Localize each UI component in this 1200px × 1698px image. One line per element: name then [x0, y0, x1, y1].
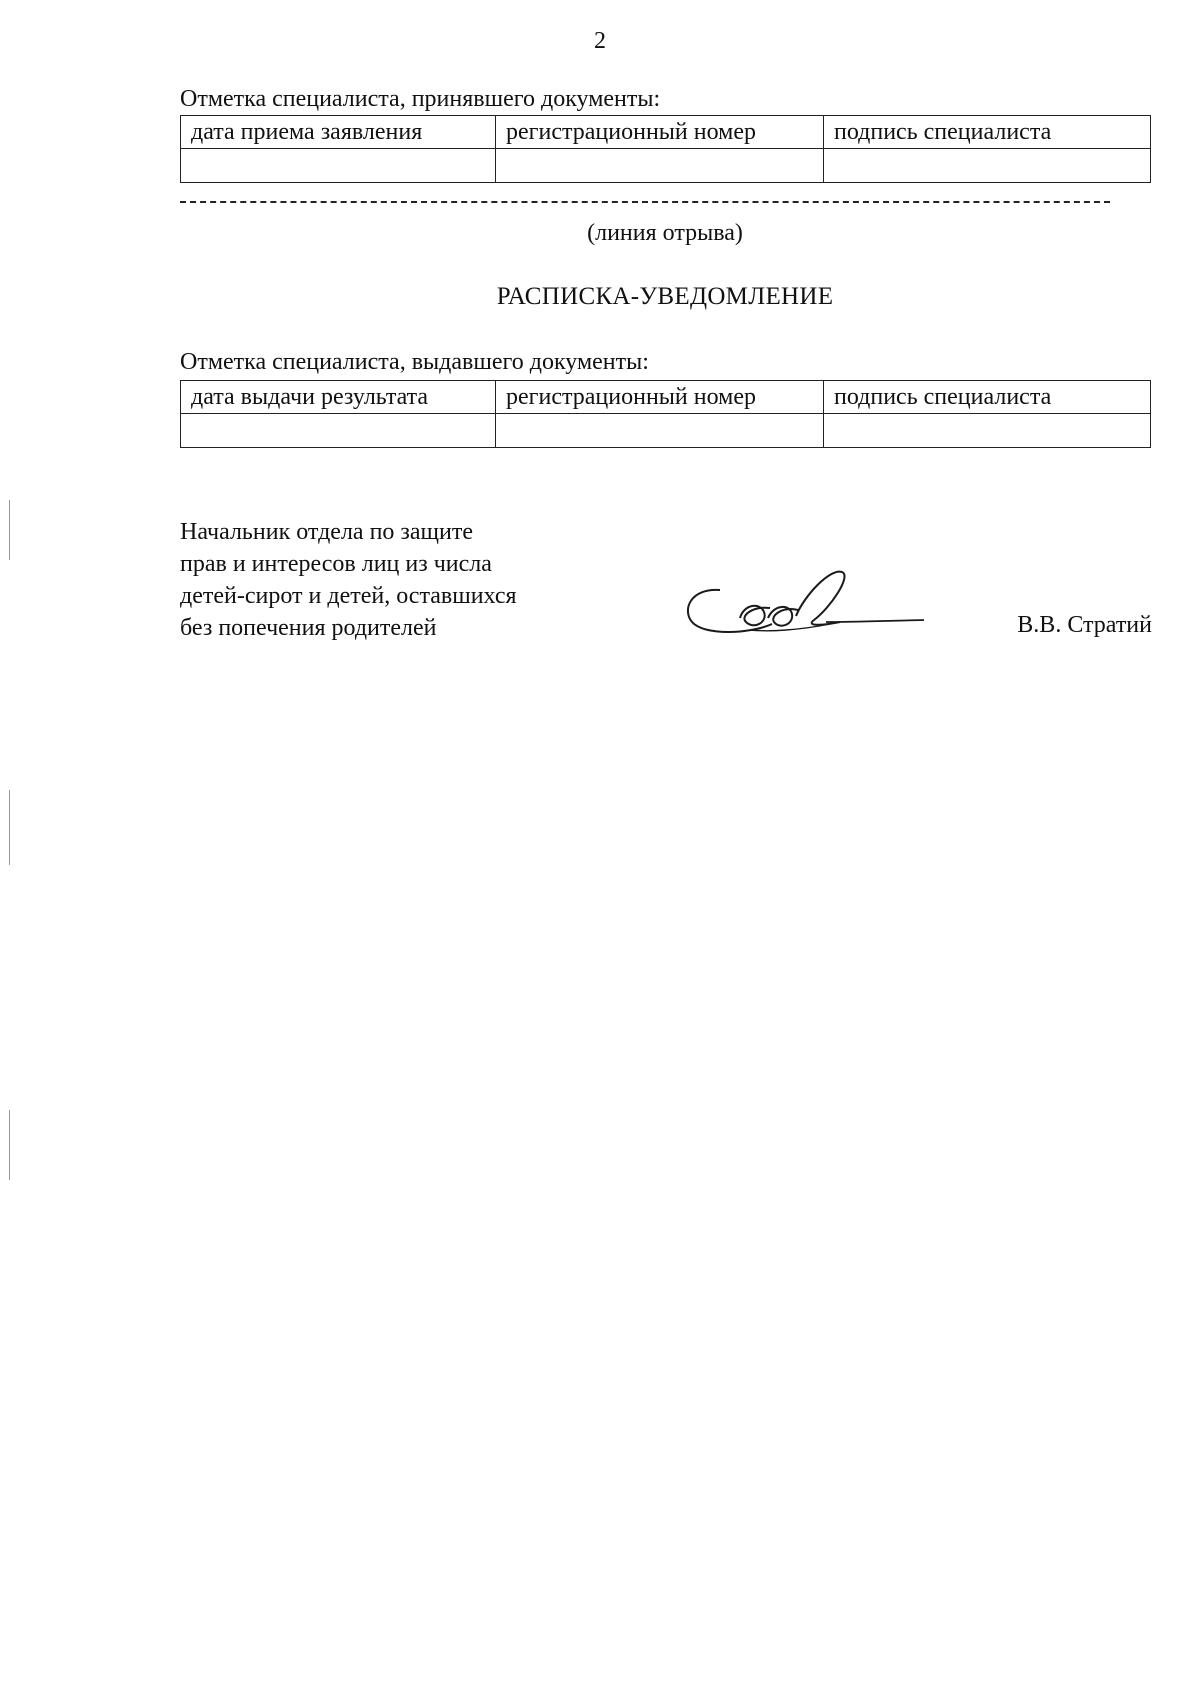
scan-margin-speck: [9, 500, 10, 560]
issued-documents-table: [180, 380, 1151, 448]
table-row: [181, 414, 1151, 448]
signatory-position: [180, 516, 620, 644]
table-header-row: [181, 381, 1151, 414]
signatory-position-line: детей-сирот и детей, оставшихся: [180, 583, 517, 609]
table-row: [181, 149, 1151, 183]
cell-specialist-signature: [824, 149, 1151, 183]
cell-receipt-date: [181, 149, 496, 183]
column-header-specialist-signature: подпись специалиста: [824, 116, 1151, 149]
column-header-receipt-date: дата приема заявления: [181, 116, 496, 149]
signatory-name: В.В. Стратий: [1017, 612, 1152, 638]
signatory-position-line: Начальник отдела по защите: [180, 519, 474, 545]
signatory-position-line: без попечения родителей: [180, 615, 437, 641]
receipt-notice-title: РАСПИСКА-УВЕДОМЛЕНИЕ: [496, 283, 834, 310]
tear-off-dashed-line: [180, 201, 1110, 203]
received-documents-table: [180, 115, 1151, 183]
column-header-specialist-signature: подпись специалиста: [824, 381, 1151, 414]
tear-line-caption: (линия отрыва): [587, 220, 743, 246]
signatory-position-line: прав и интересов лиц из числа: [180, 551, 492, 577]
scan-margin-speck: [9, 790, 10, 865]
cell-issue-date: [181, 414, 496, 448]
scan-margin-speck: [9, 1110, 10, 1180]
table-header-row: [181, 116, 1151, 149]
handwritten-signature-icon: [680, 560, 940, 650]
column-header-registration-number: регистрационный номер: [496, 116, 824, 149]
page-number: 2: [594, 28, 606, 54]
received-section-caption: Отметка специалиста, принявшего документы:: [180, 86, 661, 112]
column-header-issue-date: дата выдачи результата: [181, 381, 496, 414]
cell-registration-number: [496, 414, 824, 448]
column-header-registration-number: регистрационный номер: [496, 381, 824, 414]
cell-specialist-signature: [824, 414, 1151, 448]
cell-registration-number: [496, 149, 824, 183]
issued-section-caption: Отметка специалиста, выдавшего документы:: [180, 349, 649, 375]
